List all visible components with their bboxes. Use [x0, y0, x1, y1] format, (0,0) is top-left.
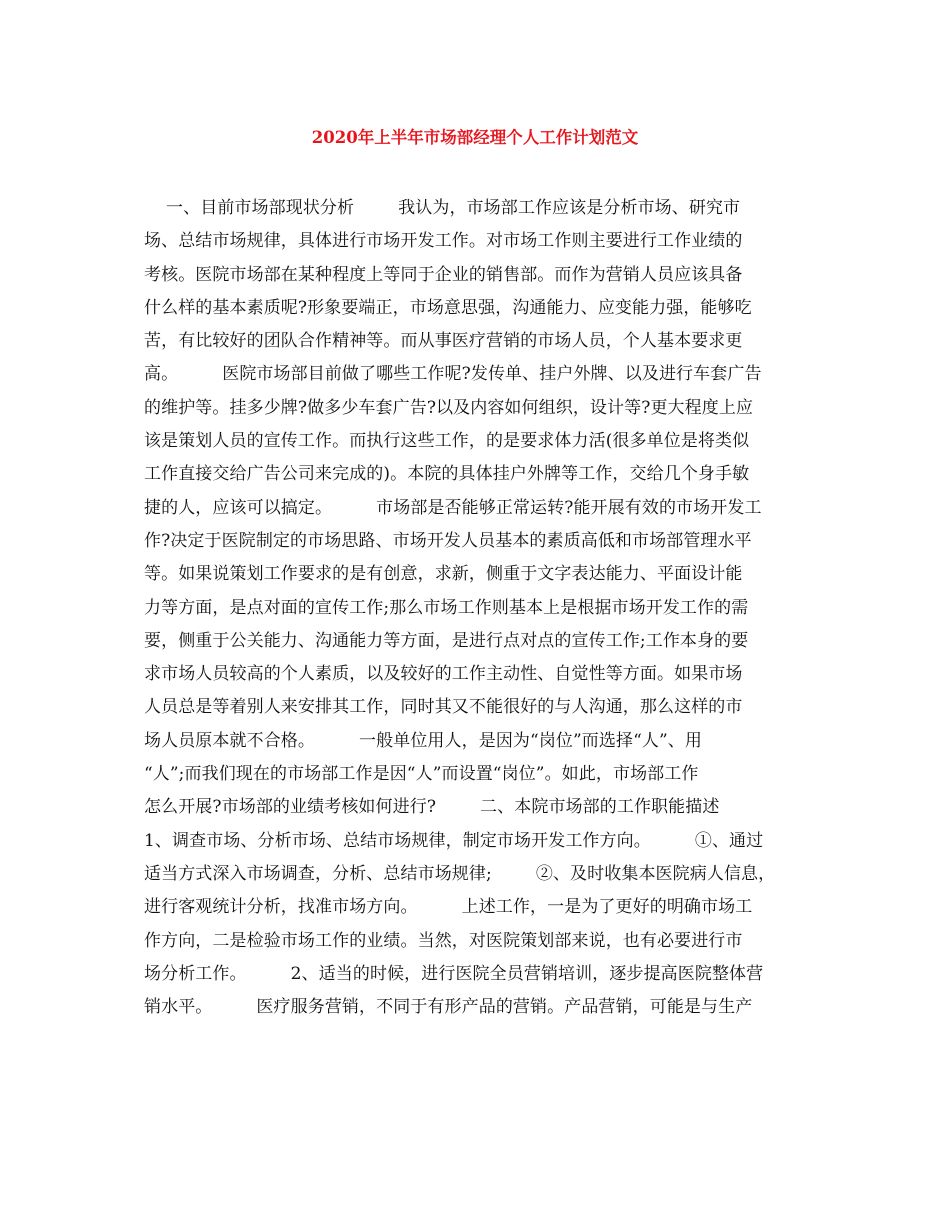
- body-line: 高。 医院市场部目前做了哪些工作呢?发传单、挂户外牌、以及进行车套广告: [144, 364, 762, 385]
- body-line: 场人员原本就不合格。 一般单位用人，是因为“岗位”而选择“人”、用: [144, 730, 702, 751]
- document-body: [144, 192, 814, 1024]
- body-line: 适当方式深入市场调查，分析、总结市场规律; ②、及时收集本医院病人信息，: [144, 863, 776, 884]
- body-line: 求市场人员较高的个人素质，以及较好的工作主动性、自觉性等方面。如果市场: [144, 664, 743, 685]
- body-line: 捷的人，应该可以搞定。 市场部是否能够正常运转?能开展有效的市场开发工: [144, 497, 762, 518]
- body-line: 工作直接交给广告公司来完成的)。本院的具体挂户外牌等工作，交给几个身手敏: [144, 464, 750, 485]
- body-line: 作方向，二是检验市场工作的业绩。当然，对医院策划部来说，也有必要进行市: [144, 930, 743, 951]
- body-line: 苦，有比较好的团队合作精神等。而从事医疗营销的市场人员，个人基本要求更: [144, 331, 743, 352]
- document-title: 2020年上半年市场部经理个人工作计划范文: [311, 128, 639, 147]
- body-line: 作?决定于医院制定的市场思路、市场开发人员基本的素质高低和市场部管理水平: [144, 530, 752, 551]
- body-line: 要，侧重于公关能力、沟通能力等方面，是进行点对点的宣传工作;工作本身的要: [144, 630, 749, 651]
- body-line: 1、调查市场、分析市场、总结市场规律，制定市场开发工作方向。 ①、通过: [144, 830, 764, 851]
- body-line: 人员总是等着别人来安排其工作，同时其又不能很好的与人沟通，那么这样的市: [144, 697, 743, 718]
- body-line: 场、总结市场规律，具体进行市场开发工作。对市场工作则主要进行工作业绩的: [144, 231, 743, 252]
- body-line: 该是策划人员的宣传工作。而执行这些工作，的是要求体力活(很多单位是将类似: [144, 431, 750, 452]
- body-line: 一、目前市场部现状分析 我认为，市场部工作应该是分析市场、研究市: [144, 198, 741, 218]
- body-line: 考核。医院市场部在某种程度上等同于企业的销售部。而作为营销人员应该具备: [144, 264, 743, 285]
- body-line: 力等方面，是点对面的宣传工作;那么市场工作则基本上是根据市场开发工作的需: [144, 597, 749, 618]
- body-line: 场分析工作。 2、适当的时候，进行医院全员营销培训，逐步提高医院整体营: [144, 963, 764, 984]
- body-line: 什么样的基本素质呢?形象要端正，市场意思强，沟通能力、应变能力强，能够吃: [144, 297, 752, 318]
- body-line: 销水平。 医疗服务营销，不同于有形产品的营销。产品营销，可能是与生产: [144, 997, 753, 1018]
- body-line: 进行客观统计分析，找准市场方向。 上述工作，一是为了更好的明确市场工: [144, 897, 753, 918]
- body-line: 的维护等。挂多少牌?做多少车套广告?以及内容如何组织，设计等?更大程度上应: [144, 397, 754, 418]
- body-line: 怎么开展?市场部的业绩考核如何进行? 二、本院市场部的工作职能描述: [144, 797, 720, 818]
- body-line: “人”;而我们现在的市场部工作是因“人”而设置“岗位”。如此，市场部工作: [144, 764, 699, 785]
- body-line: 等。如果说策划工作要求的是有创意，求新，侧重于文字表达能力、平面设计能: [144, 564, 743, 585]
